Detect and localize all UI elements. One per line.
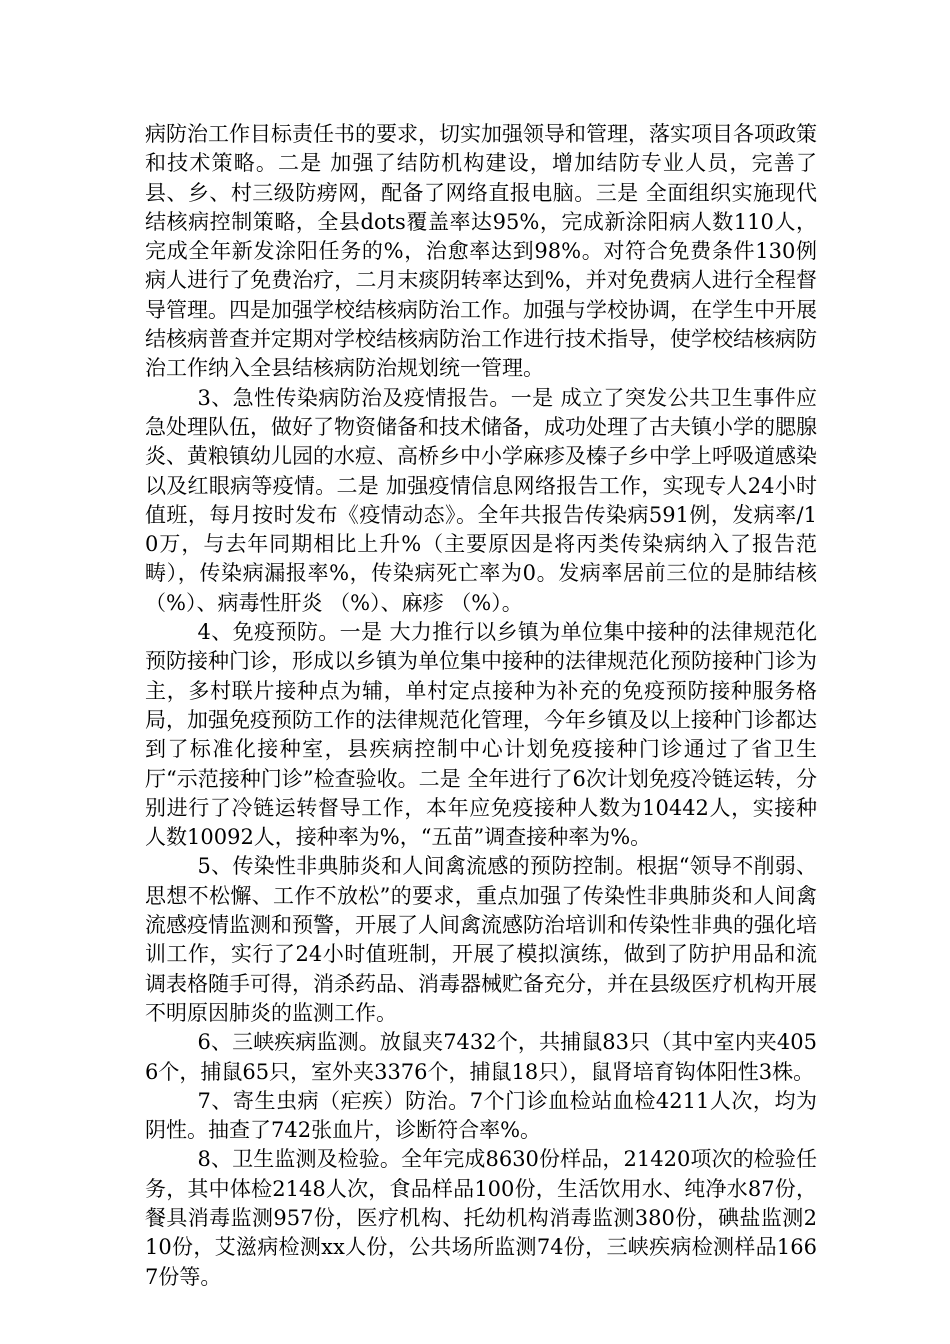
paragraph-parasitic-disease: 7、寄生虫病（疟疾）防治。7个门诊血检站血检4211人次，均为阴性。抽查了742张血片，诊断符合率%。 bbox=[145, 1088, 817, 1143]
paragraph-acute-infectious-disease: 3、急性传染病防治及疫情报告。一是 成立了突发公共卫生事件应急处理队伍，做好了物资储备和技术储备，成功处理了古夫镇小学的腮腺炎、黄粮镇幼儿园的水痘、高桥乡中小学麻疹及榛子乡中学上呼吸道感染以及红眼病等疫情。二是 加强疫情信息网络报告工作，实现专人24小时值班，每月按时发布《疫情动态》。全年共报告传染病591例，发病率/10万，与去年同期相比上升%（主要原因是将丙类传染病纳入了报告范畴），传染病漏报率%，传染病死亡率为0。发病率居前三位的是肺结核 （%）、病毒性肝炎 （%）、麻疹 （%）。 bbox=[145, 385, 817, 615]
paragraph-sars-avian-flu: 5、传染性非典肺炎和人间禽流感的预防控制。根据“领导不削弱、思想不松懈、工作不放松”的要求，重点加强了传染性非典肺炎和人间禽流感疫情监测和预警，开展了人间禽流感防治培训和传染性非典的强化培训工作，实行了24小时值班制，开展了模拟演练，做到了防护用品和流调表格随手可得，消杀药品、消毒器械贮备充分，并在县级医疗机构开展不明原因肺炎的监测工作。 bbox=[145, 854, 817, 1025]
document-body bbox=[145, 120, 817, 1292]
paragraph-three-gorges-monitoring: 6、三峡疾病监测。放鼠夹7432个，共捕鼠83只（其中室内夹4056个，捕鼠65只，室外夹3376个，捕鼠18只），鼠肾培育钩体阳性3株。 bbox=[145, 1030, 817, 1084]
paragraph-tb-control: 病防治工作目标责任书的要求，切实加强领导和管理，落实项目各项政策和技术策略。二是 加强了结防机构建设，增加结防专业人员，完善了县、乡、村三级防痨网，配备了网络直报电脑。三是 全面组织实施现代结核病控制策略，全县dots覆盖率达95%，完成新涂阳病人数110人，完成全年新发涂阳任务的%，治愈率达到98%。对符合免费条件130例病人进行了免费治疗，二月末痰阴转率达到%，并对免费病人进行全程督导管理。四是加强学校结核病防治工作。加强与学校协调，在学生中开展结核病普查并定期对学校结核病防治工作进行技术指导，使学校结核病防治工作纳入全县结核病防治规划统一管理。 bbox=[145, 122, 817, 381]
paragraph-health-testing: 8、卫生监测及检验。全年完成8630份样品，21420项次的检验任务，其中体检2148人次，食品样品100份，生活饮用水、纯净水87份，餐具消毒监测957份，医疗机构、托幼机构消毒监测380份，碘盐监测210份，艾滋病检测xx人份，公共场所监测74份，三峡疾病检测样品1667份等。 bbox=[145, 1147, 817, 1289]
paragraph-immunization: 4、免疫预防。一是 大力推行以乡镇为单位集中接种的法律规范化预防接种门诊，形成以乡镇为单位集中接种的法律规范化预防接种门诊为主，多村联片接种点为辅，单村定点接种为补充的免疫预防接种服务格局，加强免疫预防工作的法律规范化管理，今年乡镇及以上接种门诊都达到了标准化接种室，县疾病控制中心计划免疫接种门诊通过了省卫生厅“示范接种门诊”检查验收。二是 全年进行了6次计划免疫冷链运转，分别进行了冷链运转督导工作，本年应免疫接种人数为10442人，实接种人数10092人，接种率为%，“五苗”调查接种率为%。 bbox=[145, 620, 817, 850]
